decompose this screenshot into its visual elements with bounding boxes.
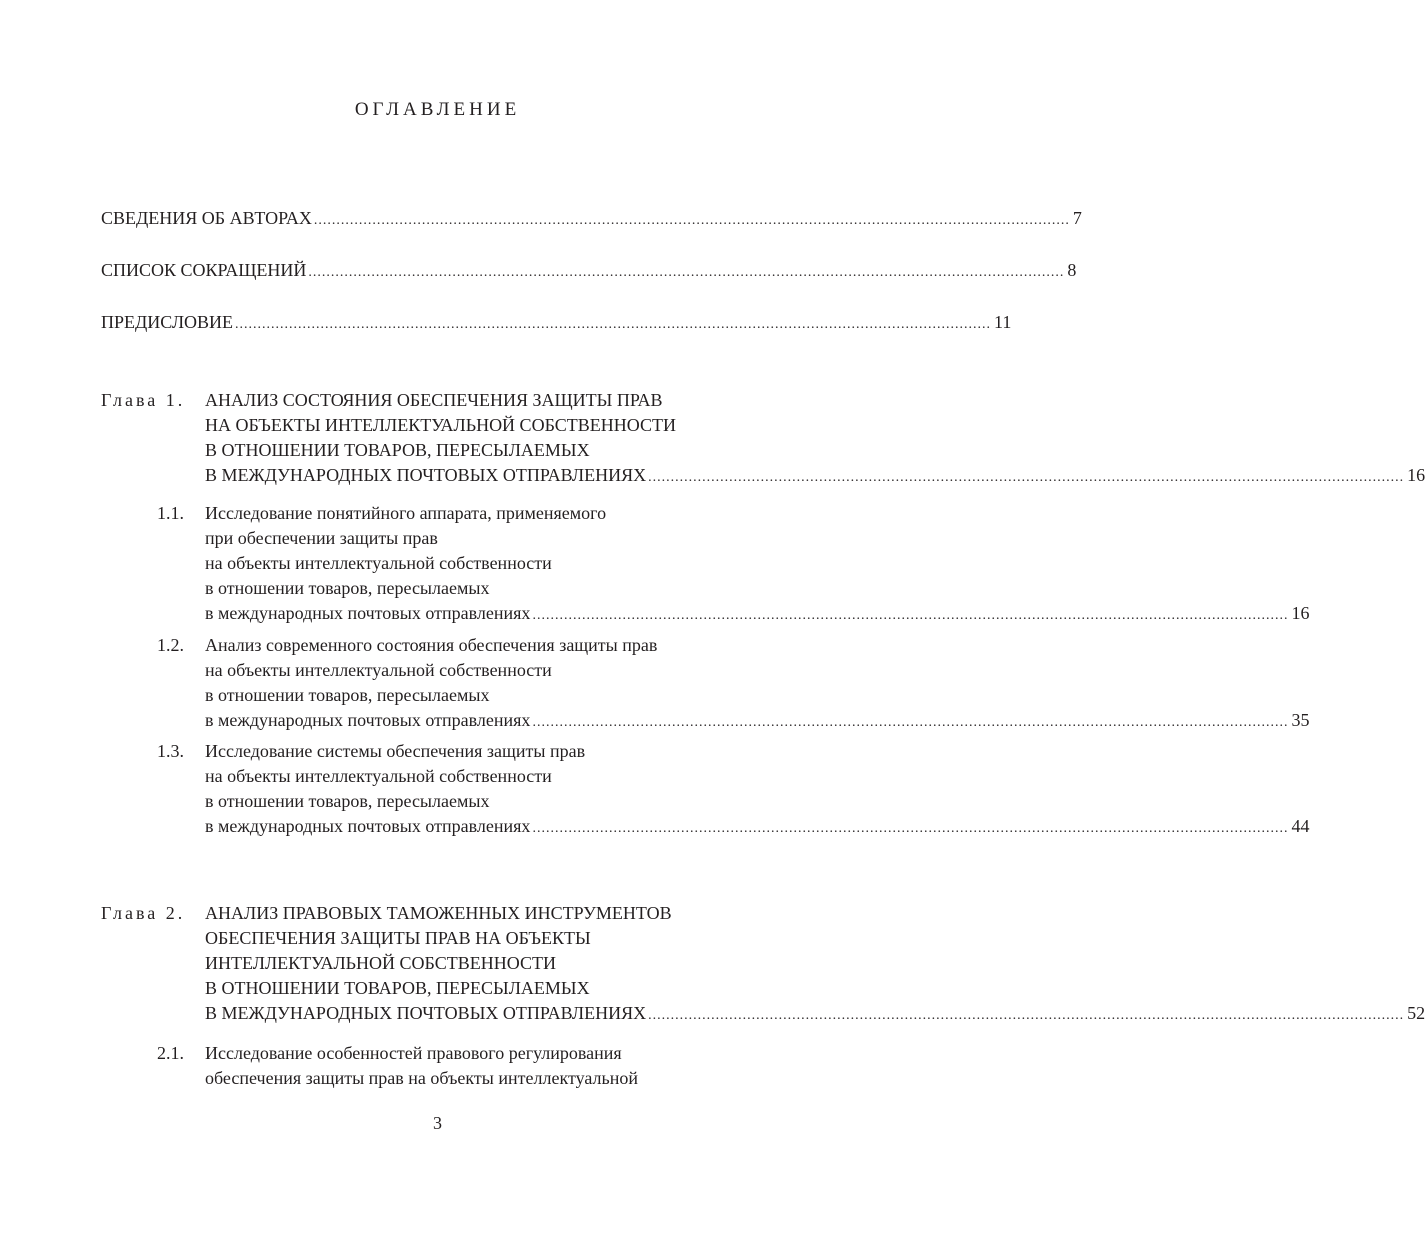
chapter-1-title-line[interactable]: НА ОБЪЕКТЫ ИНТЕЛЛЕКТУАЛЬНОЙ СОБСТВЕННОСТИ [205,415,676,435]
section-1-2-line[interactable]: в отношении товаров, пересылаемых [205,685,490,705]
toc-entry-page: 16 [1407,465,1425,485]
section-1-3-line[interactable]: в отношении товаров, пересылаемых [205,791,490,811]
toc-entry-page: 7 [1072,208,1082,228]
toc-entry-authors[interactable] [101,205,1082,234]
toc-entry-title: в международных почтовых отправлениях [205,710,531,730]
leader-dots: ........................................................................................................................................................................ [532,715,1289,730]
toc-entry-page: 11 [994,312,1012,332]
leader-dots: ........................................................................................................................................................................ [313,213,1070,228]
toc-entry-page: 35 [1291,710,1310,730]
toc-entry-title: ПРЕДИСЛОВИЕ [101,312,234,332]
toc-entry-preface[interactable] [101,309,1012,338]
section-1-1-line[interactable]: при обеспечении защиты прав [205,528,438,548]
toc-entry-page: 44 [1291,816,1310,836]
toc-entry-title: в международных почтовых отправлениях [205,816,531,836]
section-1-1-line[interactable]: в отношении товаров, пересылаемых [205,578,490,598]
section-1-1-number: 1.1. [157,503,184,523]
chapter-1-title-last[interactable] [205,462,1425,491]
toc-entry-title: в международных почтовых отправлениях [205,603,531,623]
section-2-1-number: 2.1. [157,1043,184,1063]
section-1-3-number: 1.3. [157,741,184,761]
leader-dots: ........................................................................................................................................................................ [648,1008,1405,1023]
leader-dots: ........................................................................................................................................................................ [532,821,1289,836]
leader-dots: ........................................................................................................................................................................ [648,470,1405,485]
toc-entry-page: 16 [1291,603,1310,623]
section-2-1-line[interactable]: обеспечения защиты прав на объекты интеллектуальной [205,1068,638,1088]
section-1-1-last[interactable] [205,600,1310,629]
leader-dots: ........................................................................................................................................................................ [235,317,992,332]
section-1-2-number: 1.2. [157,635,184,655]
toc-entry-page: 52 [1407,1003,1425,1023]
chapter-2-title-line[interactable]: ОБЕСПЕЧЕНИЯ ЗАЩИТЫ ПРАВ НА ОБЪЕКТЫ [205,928,591,948]
chapter-2-title-line[interactable]: В ОТНОШЕНИИ ТОВАРОВ, ПЕРЕСЫЛАЕМЫХ [205,978,590,998]
page-number: 3 [433,1113,442,1133]
toc-entry-title: В МЕЖДУНАРОДНЫХ ПОЧТОВЫХ ОТПРАВЛЕНИЯХ [205,465,647,485]
chapter-2-title-line[interactable]: АНАЛИЗ ПРАВОВЫХ ТАМОЖЕННЫХ ИНСТРУМЕНТОВ [205,903,672,923]
toc-entry-title: СВЕДЕНИЯ ОБ АВТОРАХ [101,208,312,228]
section-1-1-line[interactable]: на объекты интеллектуальной собственности [205,553,552,573]
section-1-2-line[interactable]: Анализ современного состояния обеспечения защиты прав [205,635,658,655]
toc-entry-title: СПИСОК СОКРАЩЕНИЙ [101,260,307,280]
leader-dots: ........................................................................................................................................................................ [308,265,1065,280]
leader-dots: ........................................................................................................................................................................ [532,608,1289,623]
section-2-1-line[interactable]: Исследование особенностей правового регулирования [205,1043,622,1063]
chapter-2-title-last[interactable] [205,1000,1425,1029]
section-1-2-line[interactable]: на объекты интеллектуальной собственности [205,660,552,680]
chapter-2-label: Глава 2. [101,903,186,923]
toc-entry-abbreviations[interactable] [101,257,1077,286]
page-title: ОГЛАВЛЕНИЕ [354,99,521,120]
chapter-2-title-line[interactable]: ИНТЕЛЛЕКТУАЛЬНОЙ СОБСТВЕННОСТИ [205,953,556,973]
chapter-1-label: Глава 1. [101,390,186,410]
section-1-3-last[interactable] [205,813,1310,842]
section-1-3-line[interactable]: на объекты интеллектуальной собственности [205,766,552,786]
chapter-1-title-line[interactable]: В ОТНОШЕНИИ ТОВАРОВ, ПЕРЕСЫЛАЕМЫХ [205,440,590,460]
section-1-1-line[interactable]: Исследование понятийного аппарата, применяемого [205,503,607,523]
section-1-3-line[interactable]: Исследование системы обеспечения защиты прав [205,741,586,761]
toc-entry-title: В МЕЖДУНАРОДНЫХ ПОЧТОВЫХ ОТПРАВЛЕНИЯХ [205,1003,647,1023]
chapter-1-title-line[interactable]: АНАЛИЗ СОСТОЯНИЯ ОБЕСПЕЧЕНИЯ ЗАЩИТЫ ПРАВ [205,390,663,410]
section-1-2-last[interactable] [205,707,1310,736]
toc-entry-page: 8 [1067,260,1077,280]
